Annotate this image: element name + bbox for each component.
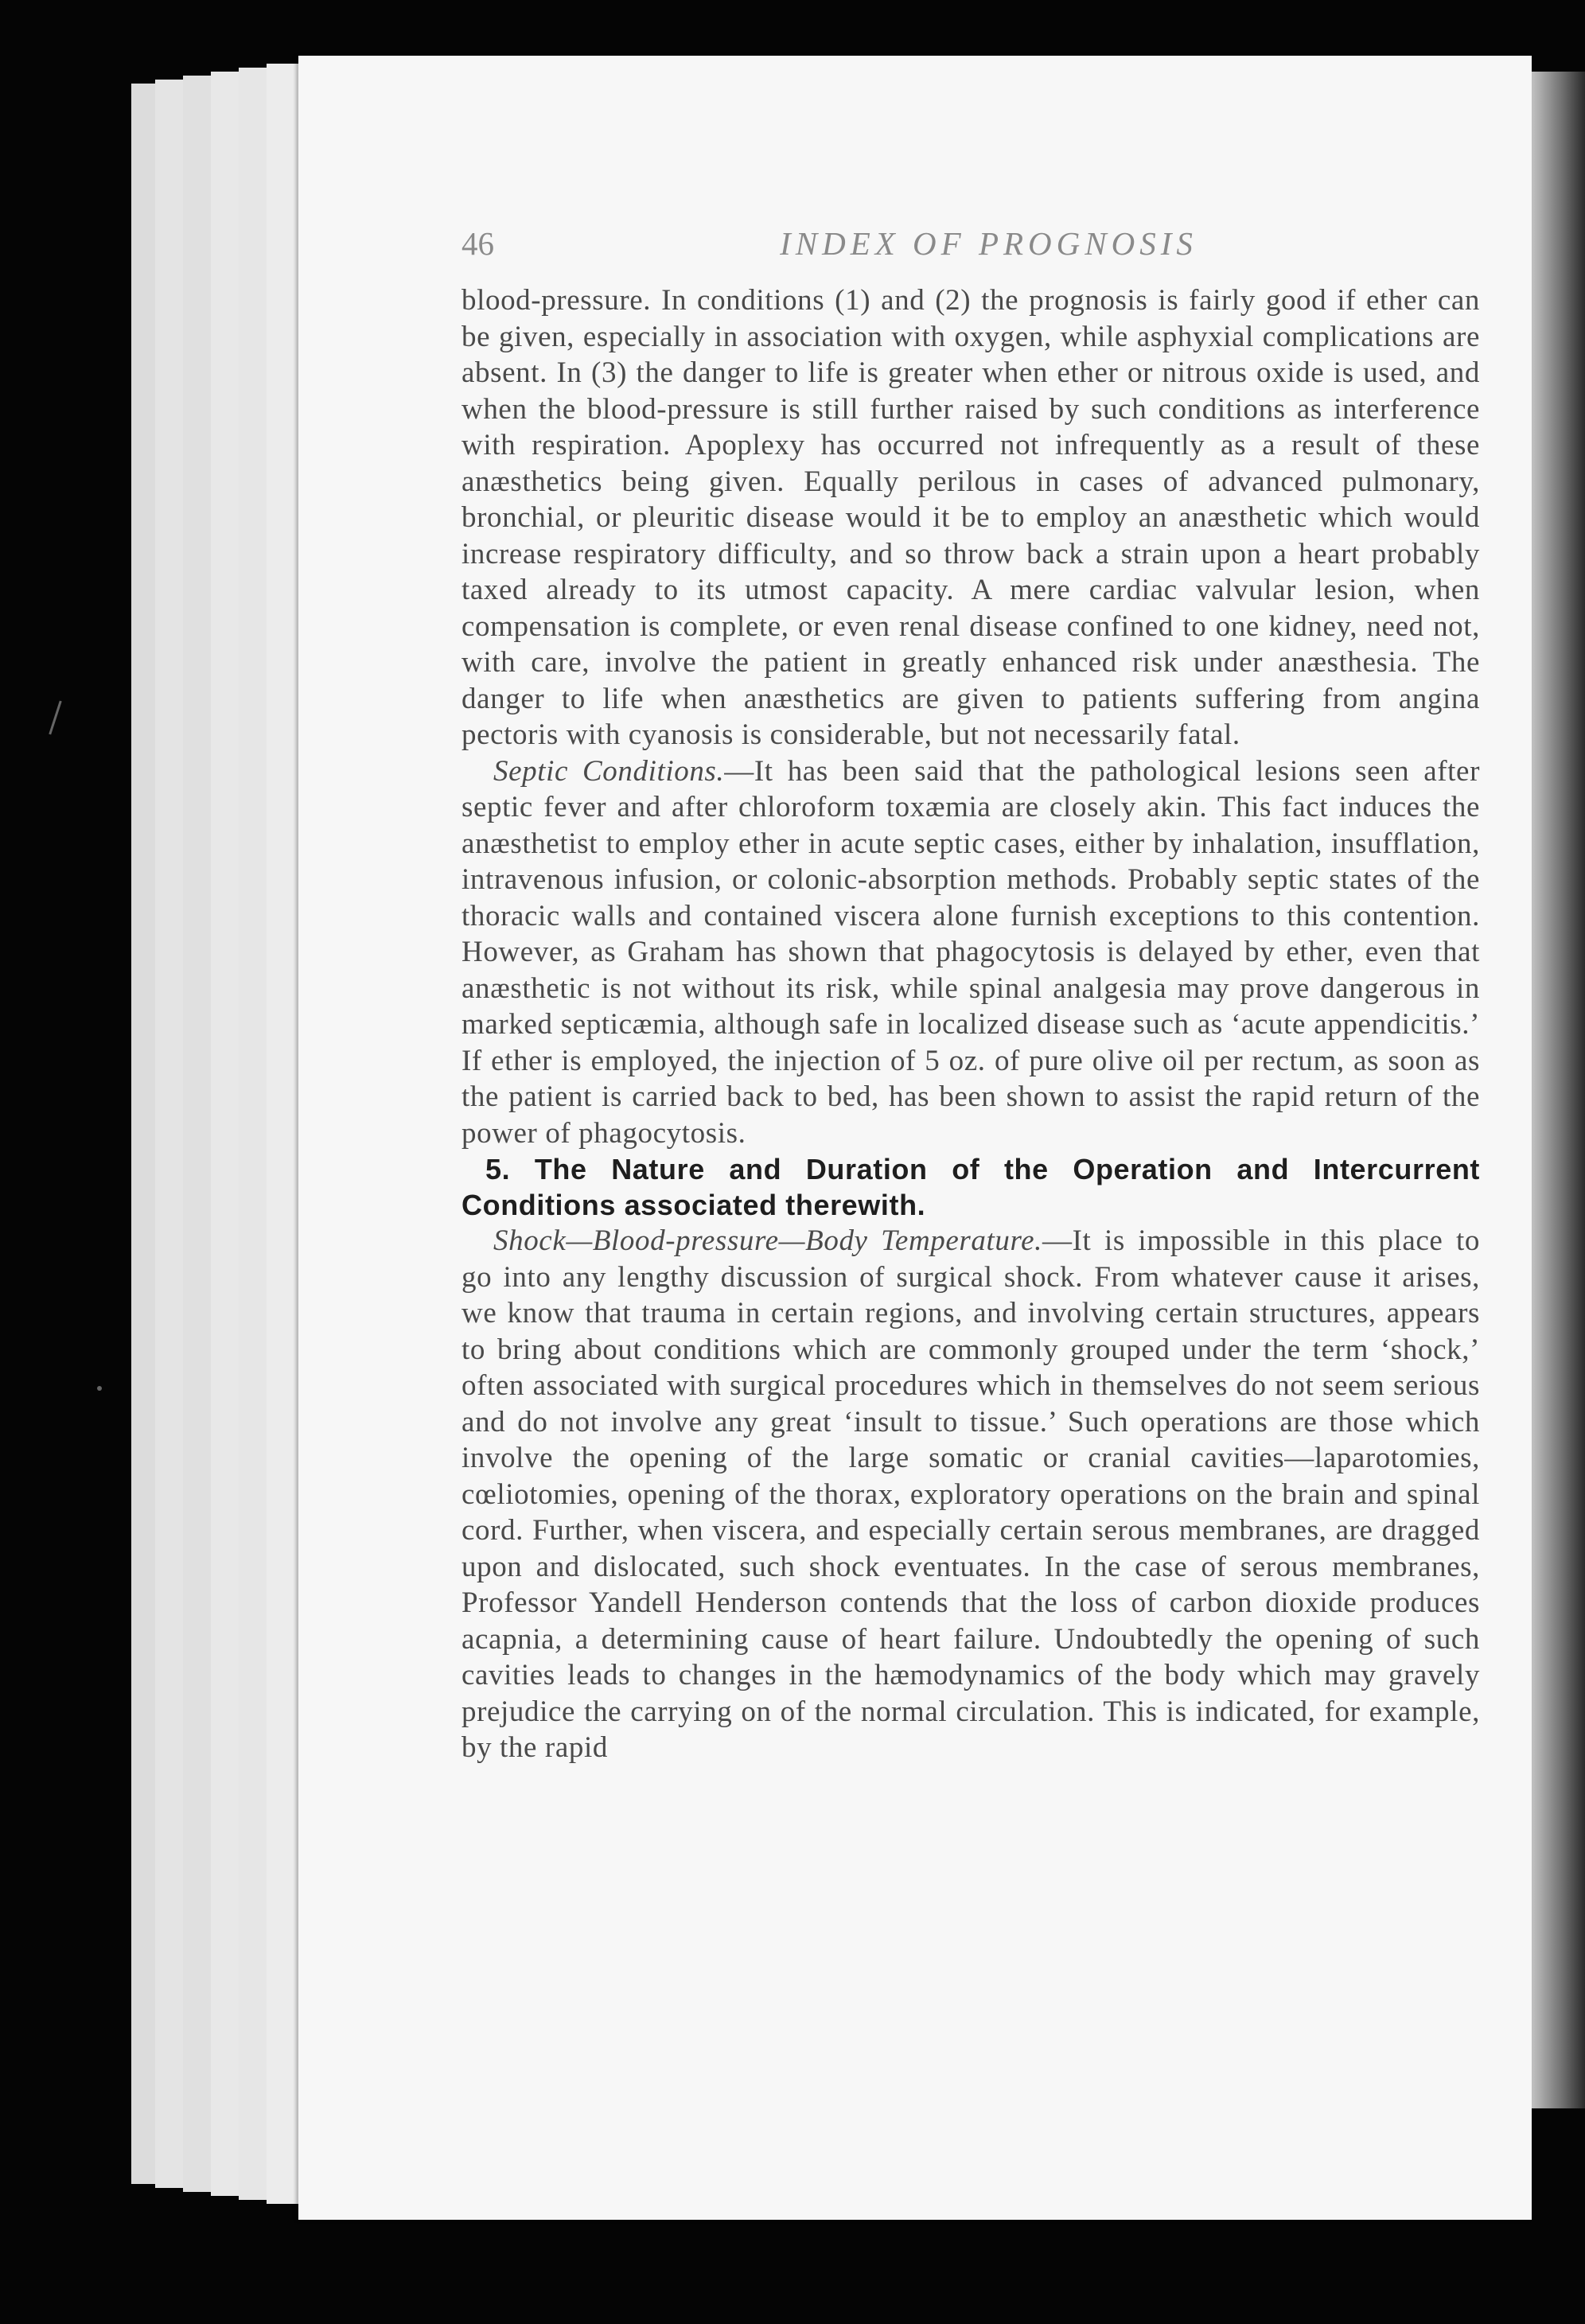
paragraph: blood-pressure. In conditions (1) and (2) the prognosis is fairly good if ether can be given, especially in association with oxygen, while asphyxial complications are absent. In (3) the danger to life is greater when ether or nitrous oxide is used, and when the blood-pressure is still further raised by such conditions as interference with respiration. Apoplexy has occurred not infrequently as a result of these anæsthetics being given. Equally perilous in cases of advanced pulmonary, bronchial, or pleuritic disease would it be to employ an anæsthetic which would increase respiratory difficulty, and so throw back a strain upon a heart probably taxed already to its utmost capacity. A mere cardiac valvular lesion, when compensation is complete, or even renal disease confined to one kidney, need not, with care, involve the patient in greatly enhanced risk under anæsthesia. The danger to life when anæsthetics are given to patients suffering from angina pectoris with cyanosis is considerable, but not necessarily fatal.: [461, 284, 1480, 751]
page-edge: [267, 64, 300, 2204]
paragraph-lead: Shock—Blood-pressure—Body Temperature.: [493, 1224, 1042, 1257]
scan-mark: [49, 701, 61, 735]
section-heading: 5. The Nature and Duration of the Operation and Intercurrent Conditions associated therewith.: [461, 1153, 1480, 1221]
running-title: INDEX OF PROGNOSIS: [780, 225, 1198, 262]
paragraph-lead: Septic Conditions.: [493, 754, 725, 788]
paragraph: Shock—Blood-pressure—Body Temperature.—It is impossible in this place to go into any lengthy discussion of surgical shock. From whatever cause it arises, we know that trauma in certain regions, and involving certain structures, appears to bring about conditions which are commonly grouped under the term ‘shock,’ often associated with surgical procedures which in themselves do not seem serious and do not involve any great ‘insult to tissue.’ Such operations are those which involve the opening of the large somatic or cranial cavities—laparotomies, cœliotomies, opening of the thorax, exploratory operations on the brain and spinal cord. Further, when viscera, and especially certain serous membranes, are dragged upon and dislocated, such shock eventuates. In the case of serous membranes, Professor Yandell Henderson contends that the loss of carbon dioxide produces acapnia, a determining cause of heart failure. Undoubtedly the opening of such cavities leads to changes in the hæmodynamics of the body which may gravely prejudice the carrying on of the normal circulation. This is indicated, for example, by the rapid: [461, 1224, 1480, 1764]
body-text: [461, 282, 1480, 1766]
book-page: [298, 56, 1532, 2220]
page-number: 46: [461, 225, 494, 262]
scan-mark: [97, 1386, 102, 1391]
paragraph: Septic Conditions.—It has been said that the pathological lesions seen after septic fever and after chloroform toxæmia are closely akin. This fact induces the anæsthetist to employ ether in acute septic cases, either by inhalation, insufflation, intravenous infusion, or colonic-absorption methods. Probably septic states of the thoracic walls and contained viscera alone furnish exceptions to this contention. However, as Graham has shown that phagocytosis is delayed by ether, even that anæsthetic is not without its risk, while spinal analgesia may prove dangerous in marked septicæmia, although safe in localized disease such as ‘acute appendicitis.’ If ether is employed, the injection of 5 oz. of pure olive oil per rectum, as soon as the patient is carried back to bed, has been shown to assist the rapid return of the power of phagocytosis.: [461, 754, 1480, 1150]
